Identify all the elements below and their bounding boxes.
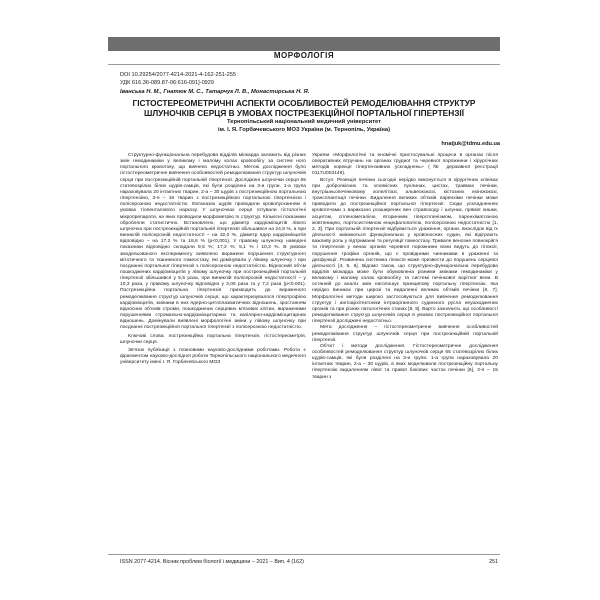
section-rule bbox=[108, 64, 500, 65]
article-title bbox=[110, 98, 498, 118]
title-line-2: ШЛУНОЧКІВ СЕРЦЯ В УМОВАХ ПОСТРЕЗЕКЦІЙНОЇ ПОРТАЛЬНОЇ ГІПЕРТЕНЗІЇ bbox=[143, 108, 464, 118]
authors: Іванська Н. М., Гнатюк М. С., Татарчук Л. В., Монастирська Н. Я. bbox=[120, 89, 310, 95]
footer bbox=[120, 559, 498, 565]
research-link-cont: України «Морфологічні та еномічні пристосувальні процеси в органах після оперативних втручань на органах грудної та черевної порожнини і хірургічних методів корекції гіпертензивних ускладнень» (№ державної реєстрації 0117U003149). bbox=[312, 153, 498, 177]
affiliation-2: ім. І. Я. Горбачевського МОЗ України (м. Тернопіль, Україна) bbox=[217, 127, 391, 133]
page-number: 251 bbox=[489, 559, 498, 565]
methods-text: Об'єкт і методи дослідження. Гістостереометричне дослідження особливостей ремоделювання структур шлуночків серця 65 статевозрілих білих щурів-самців, які були розділені на 3-и групи. 1-а група нараховувала 20 інтактних тварин, 2-а – 30 щурів, в яких моделювали пострезекційну портальну гіпертензію видаленням лівої та правої бокових часток печінки [6], 3-я – 15 тварин з bbox=[312, 343, 498, 380]
left-column bbox=[120, 153, 306, 366]
introduction-text: Вступ. Резекція печінки сьогодні нерідко виконується в хірургічних клініках при доброякісних та злоякісних пухлинах, цистах, травмах печінки, внутрішньопечінковому холелітіазі, альвеококозі, кістозних ехінококозі, трансплантації печінки. Видалення великих об'ємів паренхіми печінки може приводити до пострезекційної портальної гіпертензії. Сюди ускладненнях кровотечами з варикозно розширених вен стравоходу і шлунка, прямої кишки, асцитом, спленомегалією, вторинним гіперспленізмом, паренхіматозною жовтяницею, портосистемною енцефалопатією, полісерозною недостатністю [1, 2, 3]. При портальній гіпертензії відбувається ураження, органи, внаслідок від їх діяльності змінюються функціональна у кровоносних судин, які відіграють важливу роль у підтриманні та регуляції гомеостазу. Тривале венозне повнокрів'я та гіпертензія у венах органів черевної порожнини вони ведуть до гіпоксії, порушення трофіки органів, що є провідними чинниками в ураженні та дисфункції. Розвинена системна гіпоксія може призвести до порушень серцевої діяльності [4, 5, 6]. Відомо також, що структурно-функціональна перебудова відділів міокарда може бути обумовлена різними змінами гемодинаміки у великому і малому колах кровообігу та системі печінкової ворітної вени. В останній до аналіз змін наголошує принципову портальну гіпертензію, яка нерідко виникає при цирозі та видаленні великих об'ємів печінки [6, 7]. Морфологічні методи широко застосовуються для вивчення ремоделювання структур і ангіоархітектоніки інтраорганного судинного русла неушкоджених органів та при різних патологічних станах [8, 9]. Варто зазначити, що особливості ремоделювання структур шлуночків серця в умовах пострезекційної портальної гіпертензії досліджені недостатньо. bbox=[312, 177, 498, 325]
abstract-text: Структурно-функціональна перебудова відділів міокарда залежить від різних змін гемодинаміки у великому і малому колах кровообігу за систем ного портального кровотоку, що вивчено недостатньо. Метою дослідження було гістостереометричне вивчення особливостей ремоделювання структур шлуночків серця при пострезекційній портальній гіпертензії. Досліджені шлуночки серця 65 статевозрілих білих щурів-самців, які були розділені на 3-и групи. 1-а група нараховувала 20 інтактних тварин, 2-а – 30 щурів з пострезекційною портальною гіпертензією, 3-я – 15 тварин з пострезекційною портальною гіпертензією і полісерозною недостатністю. Евтаназію щурів проводили кровопусканням в умовах тіопенталового наркозу. У шлуночках серця готували гістологічні мікропрепарати, на яких проводили морфометрію їх структур. Кількісні показники обробляли статистично. Встановлено, що діаметр кардіоміоцитів лівого шлуночка при пострезекційній портальній гіпертензії збільшився на 24,8 %, а при виниклій полісерозній недостатності – на 32,0 %, діаметр ядер кардіоміоцитів відповідно – на 17,2 % та 18,6 % (p<0,001). У правому шлуночку наведені показники відповідно складали 9,5 %; 17,2 %; 5,1 % і 10,3 %. В умовах змодельованого експерименту виявлено виражене порушення структурного мітотичного та тканинного гомеостазу, які домінували у лівому шлуночку і при поєднанні портальної гіпертензії з полісерозною недостатністю. Відносний об'єм пошкоджених кардіоміоцитів у лівому шлуночку при пострезекційній портальній гіпертензії збільшився у 5,5 раза, при виниклій полісерозній недостатності – у 10,3 раза, у правому шлуночку відповідно у 3,05 раза та у 7,2 раза (p<0,001). Пострезекційна портальна гіпертензія призводить до вираженого ремоделювання структур шлуночків серця, що характеризувалося гіпертрофією кардіоміоцитів, змінами в них ядерно-цитоплазматичних відношень, зростанням відносних об'ємів строми, пошкоджених серцевих м'язових клітин, вираженими порушеннями стромально-кардіоміоцитарних та капілярно-кардіоміоцитарних відношень. Домінували виявлені морфологічні зміни у лівому шлуночку при поєднанні пострезекційної портальної гіпертензії з полісерозною недостатністю. bbox=[120, 153, 306, 331]
aim-text: Мета дослідження – гістостереометричне вивчення особливостей ремоделювання структур шлуночків серця при пострезекційній портальній гіпертензії. bbox=[312, 325, 498, 343]
doi: DOI 10.29254/2077-4214-2021-4-162-251-255 bbox=[120, 72, 237, 78]
research-link-text: Зв'язок публікації з плановими науково-дослідними роботами. Робота є фрагментом науково-дослідної роботи Тернопільського національного медичного університету імені І. Я. Горбачевського МОЗ bbox=[120, 347, 306, 366]
header-bar bbox=[108, 37, 500, 51]
journal-issn: ISSN 2077-4214. Вісник проблем біології і медицини – 2021 – Вип. 4 (162) bbox=[120, 559, 304, 565]
title-line-1: ГІСТОСТЕРЕОМЕТРИЧНІ АСПЕКТИ ОСОБЛИВОСТЕЙ РЕМОДЕЛЮВАННЯ СТРУКТУР bbox=[132, 98, 476, 108]
footer-rule bbox=[108, 554, 500, 555]
section-heading: МОРФОЛОГІЯ bbox=[273, 51, 335, 60]
email[interactable]: hnatjuk@tdmu.edu.ua bbox=[441, 141, 500, 147]
keywords: Ключові слова: пострезекційна портальна гіпертензія, гістостереометрія, шлуночки серця. bbox=[120, 333, 306, 345]
right-column bbox=[312, 153, 498, 381]
udc: УДК 616.36-089.87-06:616-091]-0929 bbox=[120, 80, 215, 86]
affiliation-1: Тернопільський національний медичний університет bbox=[226, 119, 382, 125]
